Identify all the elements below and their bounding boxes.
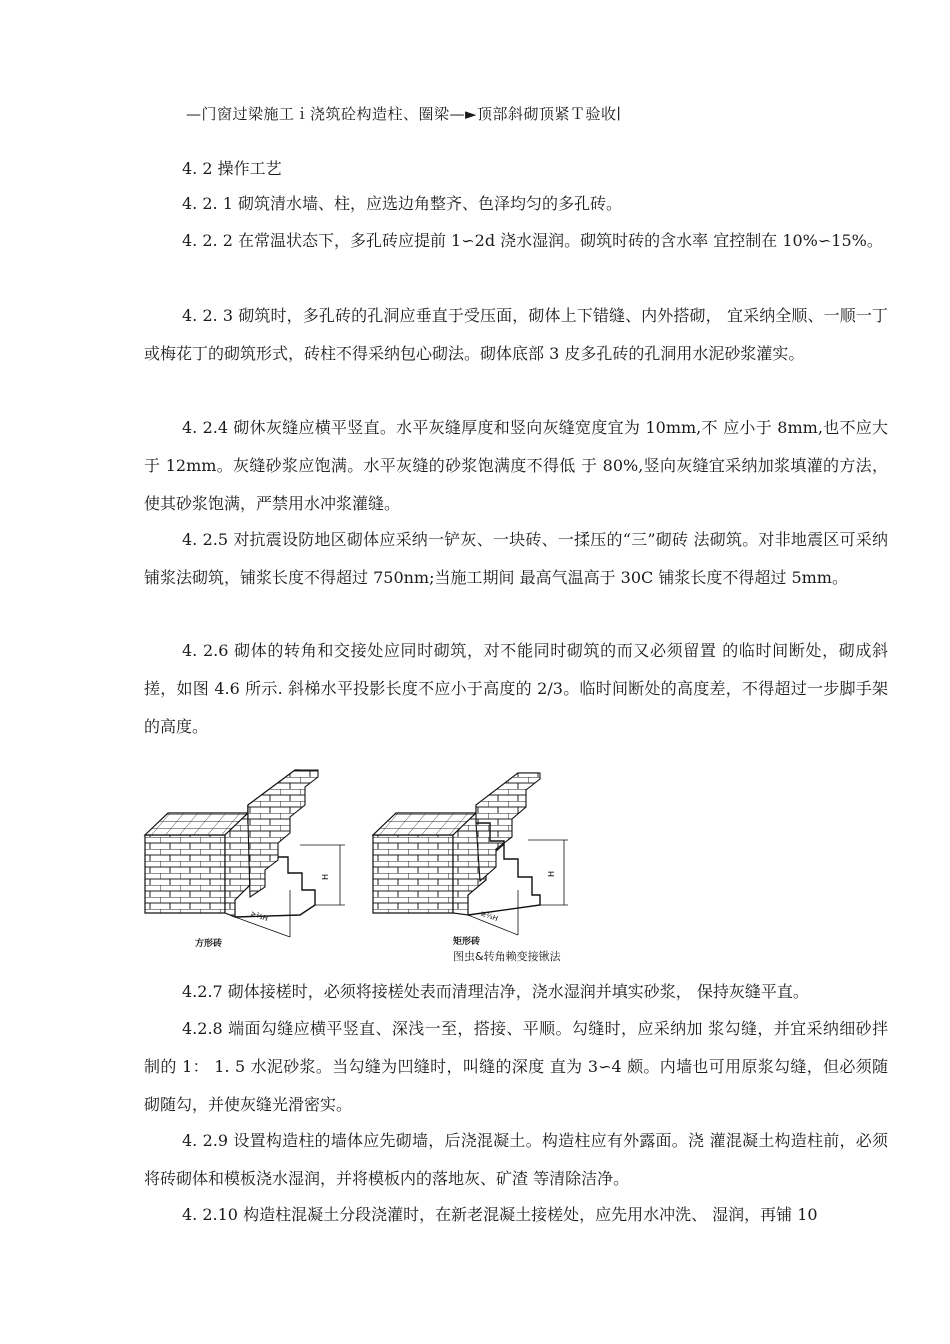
paragraph-text: 4. 2.6 砌体的转角和交接处应同时砌筑，对不能同时砌筑的而又必须留置 的临时间断处，砌成斜搓，如图 4.6 所示. 斜梯水平投影长度不应小于高度的 2/3。临时间断处的高度差，不得超过一步脚手架的高度。 — [144, 641, 888, 736]
left-wall-drawing — [145, 770, 345, 937]
paragraph-4-2-3 — [144, 297, 888, 373]
paragraph-text: 4. 2. 2 在常温状态下，多孔砖应提前 1∽2d 浇水湿润。砌筑时砖的含水率 宜控制在 10%∽15%。 — [182, 231, 883, 250]
paragraph-text: 4. 2.9 设置构造柱的墙体应先砌墙，后浇混凝土。构造柱应有外露面。浇 灌混凝土构造柱前，必须将砖砌体和模板浇水湿润，并将模板内的落地灰、矿渣 等清除洁净。 — [144, 1131, 888, 1188]
section-title: 4. 2 操作工艺 — [182, 159, 282, 178]
paragraph-text: 4.2.8 端面勾缝应横平竖直、深浅一至，搭接、平顺。勾缝时，应采纳加 浆勾缝，并宜采纳细砂拌制的 1： 1. 5 水泥砂浆。当勾缝为凹缝时，叫缝的深度 直为 3∽4 颇。内墙也可用原浆勾缝，但必须随砌随勾，并使灰缝光滑密实。 — [144, 1019, 888, 1114]
figure-caption-square-brick: 方形砖 — [195, 939, 223, 949]
paragraph-4-2-5 — [144, 521, 888, 597]
paragraph-text: 4. 2.4 砌休灰缝应横平竖直。水平灰缝厚度和竖向灰缝宽度宜为 10mm,不 应小于 8mm,也不应大于 12mm。灰缝砂浆应饱满。水平灰缝的砂浆饱满度不得低 于 80%,竖向灰缝宜采纳加浆填灌的方法，使其砂浆饱满，严禁用水冲浆灌缝。 — [144, 418, 888, 513]
paragraph-4-2-7 — [144, 973, 888, 1011]
paragraph-text: 4. 2. 1 砌筑清水墙、柱，应选边角整齐、色泽均匀的多孔砖。 — [182, 194, 622, 213]
paragraph-4-2-2 — [144, 222, 888, 260]
dim-label-b-right: ≥⅔H — [479, 909, 499, 924]
paragraph-4-2-8 — [144, 1010, 888, 1124]
paragraph-text: 4.2.7 砌体接槎时，必须将接槎处表而清理洁净，浇水湿润并填实砂浆， 保持灰缝平直。 — [182, 982, 809, 1001]
paragraph-text: 4. 2.5 对抗震设防地区砌体应采纳一铲灰、一块砖、一揉压的“三”砌砖 法砌筑。对非地震区可采纳铺浆法砌筑，铺浆长度不得超过 750nm;当施工期间 最高气温高于 30C 铺浆长度不得超过 5mm。 — [144, 530, 888, 587]
dim-label-h-right: H — [547, 870, 556, 877]
right-wall-drawing — [373, 773, 568, 935]
dim-label-b-left: ≥⅔H — [249, 909, 269, 924]
paragraph-4-2-10 — [144, 1196, 888, 1234]
paragraph-text: 4. 2. 3 砌筑时，多孔砖的孔洞应垂直于受压面，砌体上下错缝、内外搭砌， 宜采纳全顺、一顺一丁或梅花丁的砌筑形式，砖柱不得采纳包心砌法。砌体底部 3 皮多孔砖的孔洞用水泥砂浆灌实。 — [144, 306, 888, 363]
dim-label-h-left: H — [321, 873, 330, 880]
paragraph-4-2-9 — [144, 1122, 888, 1198]
paragraph-4-2-1 — [144, 185, 888, 223]
brick-corner-figure — [140, 765, 580, 965]
paragraph-4-2-4 — [144, 409, 888, 523]
paragraph-text: 4. 2.10 构造柱混凝土分段浇灌时，在新老混凝土接槎处，应先用水冲洗、 湿润，再铺 10 — [182, 1205, 818, 1224]
process-flow-line: —门窗过梁施工ｉ浇筑砼构造柱、圈梁—►顶部斜砌顶紧Ｔ验收∣ — [186, 105, 622, 123]
brick-corner-illustration — [140, 765, 580, 965]
figure-caption-rect-brick: 矩形砖 — [453, 937, 481, 947]
figure-caption: 图虫&转角赖变接锹法 — [453, 950, 561, 963]
paragraph-4-2-6 — [144, 632, 888, 746]
